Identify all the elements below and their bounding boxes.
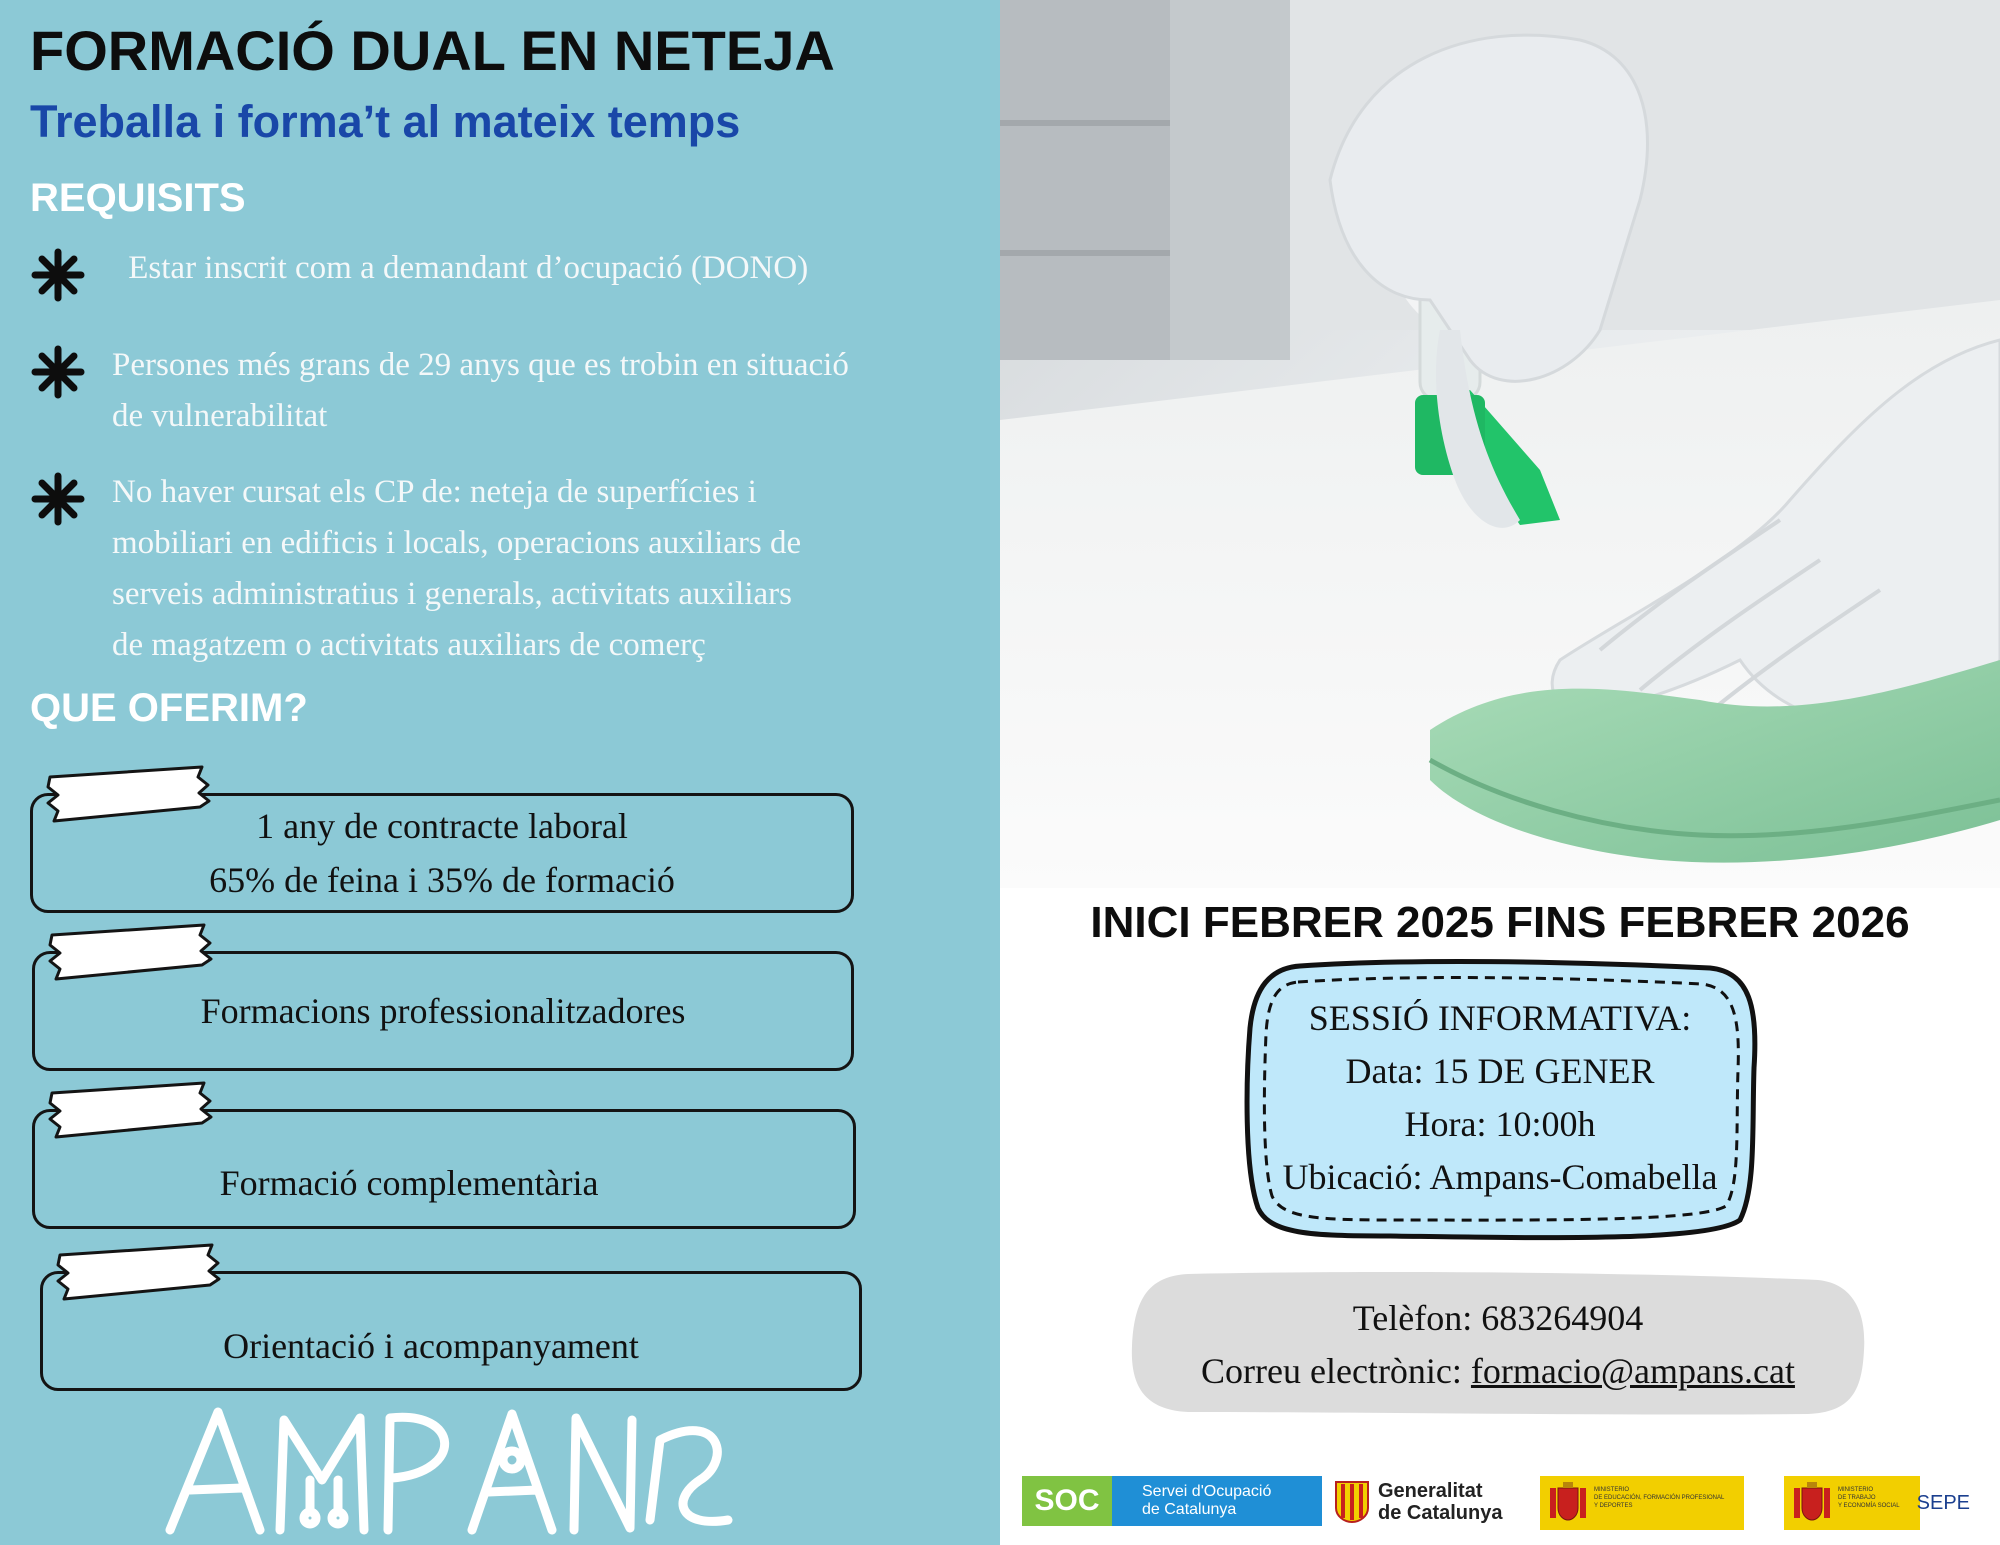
soc-logo — [1022, 1476, 1322, 1532]
session-details — [1240, 992, 1760, 1204]
ministry-labour-text — [1838, 1486, 1900, 1510]
contact-phone: Telèfon: 683264904 — [1352, 1298, 1644, 1338]
page-title: FORMACIÓ DUAL EN NETEJA — [30, 19, 835, 82]
generalitat-text — [1378, 1480, 1502, 1524]
requirement-item — [30, 340, 950, 450]
spain-coat-of-arms-icon — [1790, 1480, 1834, 1526]
generalitat-logo — [1334, 1476, 1514, 1532]
asterisk-bullet-icon — [30, 471, 86, 527]
generalitat-shield-icon — [1334, 1480, 1370, 1524]
ministry-line: DE EDUCACIÓN, FORMACIÓN PROFESIONAL — [1594, 1495, 1725, 1501]
spain-coat-of-arms-icon — [1546, 1480, 1590, 1526]
ministry-line: Y ECONOMÍA SOCIAL — [1838, 1503, 1900, 1509]
contact-email-label: Correu electrònic: — [1201, 1351, 1471, 1391]
soc-name-line: Servei d'Ocupació — [1142, 1483, 1272, 1500]
ministry-labour-logo — [1784, 1476, 1974, 1532]
session-date: Data: 15 DE GENER — [1345, 1051, 1655, 1091]
contact-email-link[interactable]: formacio@ampans.cat — [1470, 1351, 1795, 1391]
requirement-item — [30, 243, 950, 313]
session-title: SESSIÓ INFORMATIVA: — [1308, 998, 1692, 1038]
offer-line: Formació complementària — [219, 1163, 599, 1203]
requirement-line: mobiliari en edificis i locals, operacions auxiliars de — [112, 525, 802, 561]
requirements-heading: REQUISITS — [30, 176, 246, 220]
offer-line: 1 any de contracte laboral — [256, 806, 628, 846]
offer-line: Formacions professionalitzadores — [200, 991, 686, 1031]
requirement-item — [30, 467, 950, 677]
gloved-hand-cleaning-photo — [1000, 0, 2000, 888]
requirement-line: Persones més grans de 29 anys que es trobin en situació — [112, 347, 849, 383]
page-subtitle: Treballa i forma’t al mateix temps — [30, 96, 741, 147]
offer-card — [32, 1081, 858, 1231]
session-location: Ubicació: Ampans-Comabella — [1282, 1157, 1718, 1197]
ministry-line: Y DEPORTES — [1594, 1503, 1633, 1509]
soc-name-line: de Catalunya — [1142, 1501, 1237, 1518]
requirement-line: de vulnerabilitat — [112, 398, 328, 434]
requirement-text — [112, 467, 972, 671]
cleaning-photo — [1000, 0, 2000, 888]
session-time: Hora: 10:00h — [1404, 1104, 1596, 1144]
offer-card — [40, 1243, 864, 1393]
requirement-line: Estar inscrit com a demandant d’ocupació (DONO) — [120, 250, 809, 286]
generalitat-line: Generalitat — [1378, 1480, 1483, 1502]
asterisk-bullet-icon — [30, 344, 86, 400]
asterisk-bullet-icon — [30, 247, 86, 303]
ministry-education-banner — [1540, 1476, 1744, 1530]
ministry-line: MINISTERIO — [1838, 1487, 1874, 1493]
ampans-logo — [160, 1400, 740, 1540]
ministry-labour-banner — [1784, 1476, 1920, 1530]
ministry-line: MINISTERIO — [1594, 1487, 1630, 1493]
sepe-mark — [1916, 1476, 1974, 1530]
requirement-text — [120, 243, 980, 294]
date-range: INICI FEBRER 2025 FINS FEBRER 2026 — [1090, 898, 1910, 947]
tape-decoration — [44, 923, 219, 983]
ministry-education-text — [1594, 1486, 1724, 1510]
offer-card — [30, 765, 854, 915]
contact-email-row — [1128, 1345, 1868, 1398]
info-session-box — [1240, 958, 1760, 1242]
requirement-text — [112, 340, 972, 442]
tape-decoration — [42, 765, 217, 825]
ministry-line: DE TRABAJO — [1838, 1495, 1876, 1501]
requirement-line: No haver cursat els CP de: neteja de superfícies i — [112, 474, 757, 510]
generalitat-line: de Catalunya — [1378, 1502, 1503, 1524]
requirement-line: de magatzem o activitats auxiliars de comerç — [112, 627, 706, 663]
tape-decoration — [44, 1081, 219, 1141]
soc-logo-name — [1112, 1476, 1322, 1526]
offer-card — [32, 923, 856, 1073]
offer-line: Orientació i acompanyament — [223, 1326, 639, 1366]
offer-heading: QUE OFERIM? — [30, 686, 308, 730]
contact-box — [1128, 1270, 1868, 1416]
sepe-logo-text: SEPE — [1916, 1492, 1970, 1514]
requirement-line: serveis administratius i generals, activitats auxiliars — [112, 576, 792, 612]
soc-logo-mark: SOC — [1022, 1476, 1112, 1526]
offer-line: 65% de feina i 35% de formació — [209, 860, 675, 900]
ministry-education-logo — [1540, 1476, 1744, 1532]
tape-decoration — [52, 1243, 227, 1303]
contact-details — [1128, 1292, 1868, 1398]
